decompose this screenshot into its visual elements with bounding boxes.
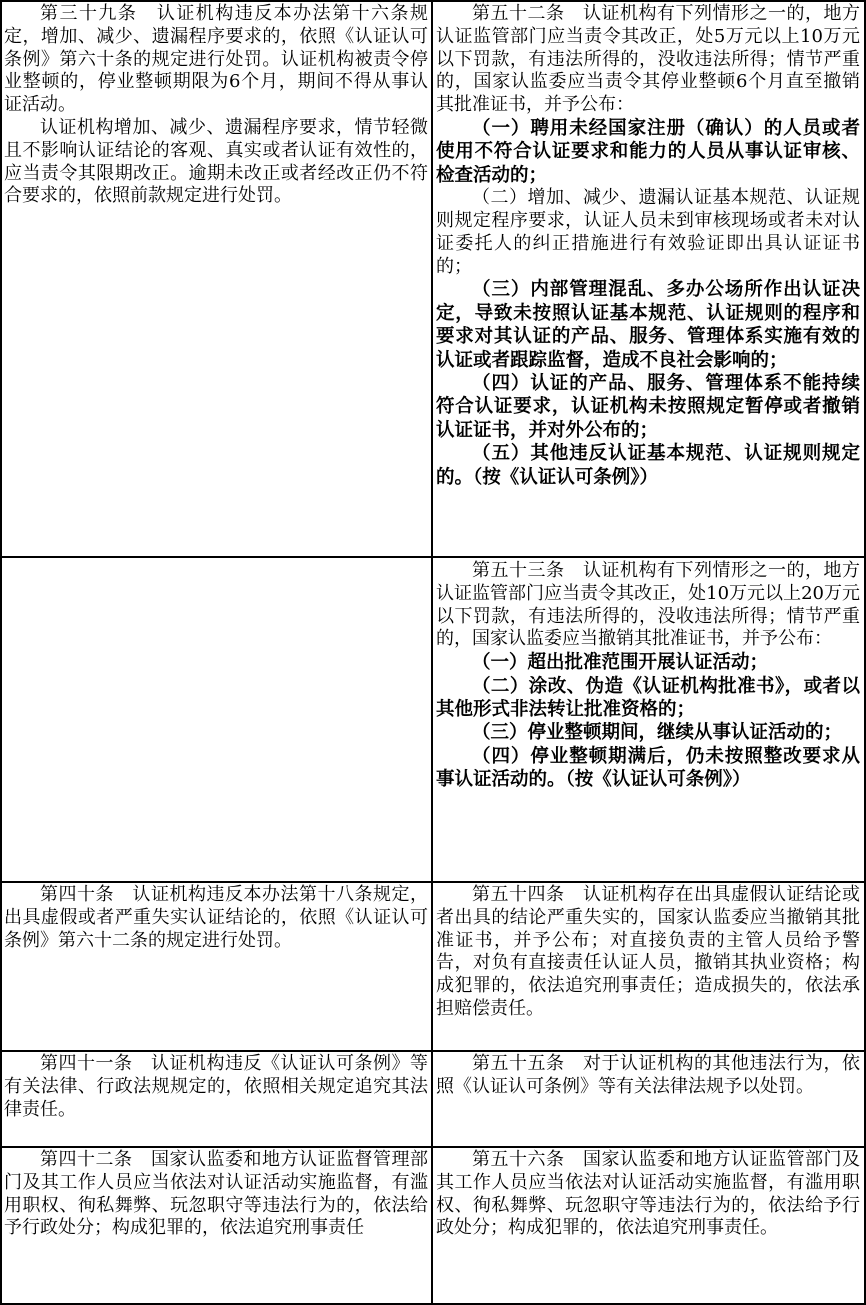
row-4-right-cell xyxy=(436,1053,860,1144)
article-39-para-2: 认证机构增加、减少、遗漏程序要求，情节轻微且不影响认证结论的客观、真实或者认证有效性的，应当责令其限期改正。逾期未改正或者经改正仍不符合要求的，依照前款规定进行处罚。 xyxy=(4,116,428,207)
article-41: 第四十一条 认证机构违反《认证认可条例》等有关法律、行政法规规定的，依照相关规定追究其法律责任。 xyxy=(4,1053,428,1120)
row-divider-1 xyxy=(0,556,866,558)
article-54: 第五十四条 认证机构存在出具虚假认证结论或者出具的结论严重失实的，国家认监委应当撤销其批准证书，并予公布；对直接负责的主管人员给予警告，对负有直接责任认证人员，撤销其执业资格；构成犯罪的，依法追究刑事责任；造成损失的，依法承担赔偿责任。 xyxy=(436,884,860,1019)
article-52-item-2: （二）增加、减少、遗漏认证基本规范、认证规则规定程序要求，认证人员未到审核现场或者未对认证委托人的纠正措施进行有效验证即出具认证证书的； xyxy=(436,187,860,277)
article-53-item-2: （二）涂改、伪造《认证机构批准书》，或者以其他形式非法转让批准资格的； xyxy=(436,675,860,720)
article-53-item-3: （三）停业整顿期间，继续从事认证活动的； xyxy=(472,722,843,744)
table-border-top xyxy=(0,0,866,2)
article-53-item-1: （一）超出批准范围开展认证活动； xyxy=(472,652,769,674)
row-divider-2 xyxy=(0,881,866,883)
article-40: 第四十条 认证机构违反本办法第十八条规定，出具虚假或者严重失实认证结论的，依照《认证认可条例》第六十二条的规定进行处罚。 xyxy=(4,884,428,951)
article-39-para-1: 第三十九条 认证机构违反本办法第十六条规定，增加、减少、遗漏程序要求的，依照《认证认可条例》第六十条的规定进行处罚。认证机构被责令停业整顿的，停业整顿期限为6个月，期间不得从事认证活动。 xyxy=(4,3,428,116)
article-52-item-1: （一）聘用未经国家注册（确认）的人员或者使用不符合认证要求和能力的人员从事认证审核、检查活动的； xyxy=(436,117,860,186)
row-divider-3 xyxy=(0,1050,866,1052)
row-5-right-cell xyxy=(436,1149,860,1301)
article-53-item-4: （四）停业整顿期满后，仍未按照整改要求从事认证活动的。（按《认证认可条例》） xyxy=(436,745,860,791)
article-42: 第四十二条 国家认监委和地方认证监督管理部门及其工作人员应当依法对认证活动实施监督，有滥用职权、徇私舞弊、玩忽职守等违法行为的，依法给予行政处分；构成犯罪的，依法追究刑事责任 xyxy=(4,1149,428,1239)
row-1-left-cell xyxy=(4,3,428,554)
article-52-item-4: （四）认证的产品、服务、管理体系不能持续符合认证要求，认证机构未按照规定暂停或者撤销认证证书，并对外公布的； xyxy=(436,373,860,441)
row-3-right-cell xyxy=(436,884,860,1048)
article-56: 第五十六条 国家认监委和地方认证监管部门及其工作人员应当依法对认证活动实施监督，有滥用职权、徇私舞弊、玩忽职守等违法行为的，依法给予行政处分；构成犯罪的，依法追究刑事责任。 xyxy=(436,1149,860,1239)
row-4-left-cell xyxy=(4,1053,428,1144)
row-3-left-cell xyxy=(4,884,428,1048)
article-52-item-3: （三）内部管理混乱、多办公场所作出认证决定，导致未按照认证基本规范、认证规则的程序和要求对其认证的产品、服务、管理体系实施有效的认证或者跟踪监督，造成不良社会影响的； xyxy=(436,279,860,371)
article-55: 第五十五条 对于认证机构的其他违法行为，依照《认证认可条例》等有关法律法规予以处罚。 xyxy=(436,1053,860,1097)
row-2-left-cell-empty xyxy=(4,560,428,878)
row-divider-4 xyxy=(0,1146,866,1148)
row-2-right-cell xyxy=(436,560,860,878)
column-divider xyxy=(431,0,433,1305)
article-53-intro: 第五十三条 认证机构有下列情形之一的，地方认证监管部门应当责令其改正，处10万元以上20万元以下罚款，有违法所得的，没收违法所得；情节严重的，国家认监委应当撤销其批准证书，并予公布： xyxy=(436,560,860,650)
row-5-left-cell xyxy=(4,1149,428,1301)
article-52-intro: 第五十二条 认证机构有下列情形之一的，地方认证监管部门应当责令其改正，处5万元以上10万元以下罚款，有违法所得的，没收违法所得；情节严重的，国家认监委应当责令其停业整顿6个月直至撤销其批准证书，并予公布： xyxy=(436,3,860,116)
row-1-right-cell xyxy=(436,3,860,554)
article-52-item-5: （五）其他违反认证基本规范、认证规则规定的。（按《认证认可条例》） xyxy=(436,443,860,488)
table-border-left xyxy=(0,0,2,1305)
